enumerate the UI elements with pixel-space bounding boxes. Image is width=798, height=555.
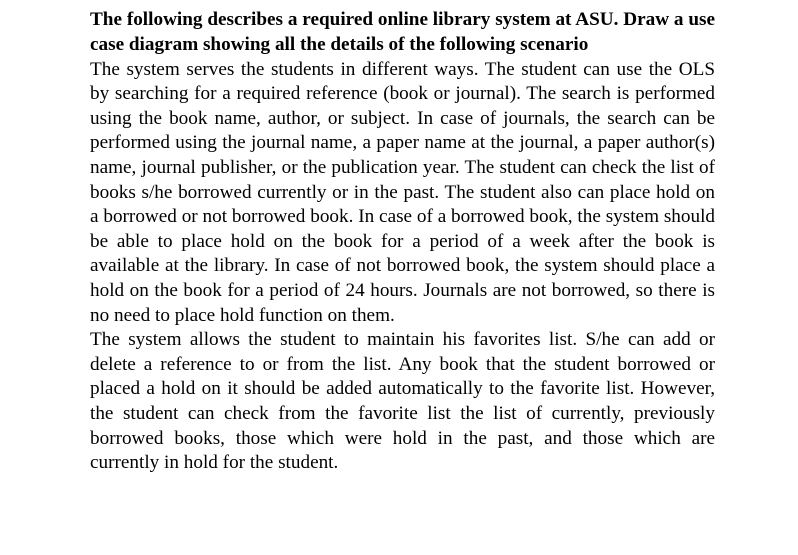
- question-heading: The following describes a required online library system at ASU. Draw a use case diagram showing all the details of the following scenario: [90, 9, 715, 55]
- document-page: [90, 8, 715, 476]
- paragraph-system-services: The system serves the students in different ways. The student can use the OLS by searching for a required reference (book or journal). The search is performed using the book name, author, or subject. In case of journals, the search can be performed using the journal name, a paper name at the journal, a paper author(s) name, journal publisher, or the publication year. The student can check the list of books s/he borrowed currently or in the past. The student also can place hold on a borrowed or not borrowed book. In case of a borrowed book, the system should be able to place hold on the book for a period of a week after the book is available at the library. In case of not borrowed book, the system should place a hold on the book for a period of 24 hours. Journals are not borrowed, so there is no need to place hold function on them.: [90, 58, 715, 326]
- paragraph-favorites-list: The system allows the student to maintain his favorites list. S/he can add or delete a reference to or from the list. Any book that the student borrowed or placed a hold on it should be added automatically to the favorite list. However, the student can check from the favorite list the list of currently, previously borrowed books, those which were hold in the past, and those which are currently in hold for the student.: [90, 329, 715, 474]
